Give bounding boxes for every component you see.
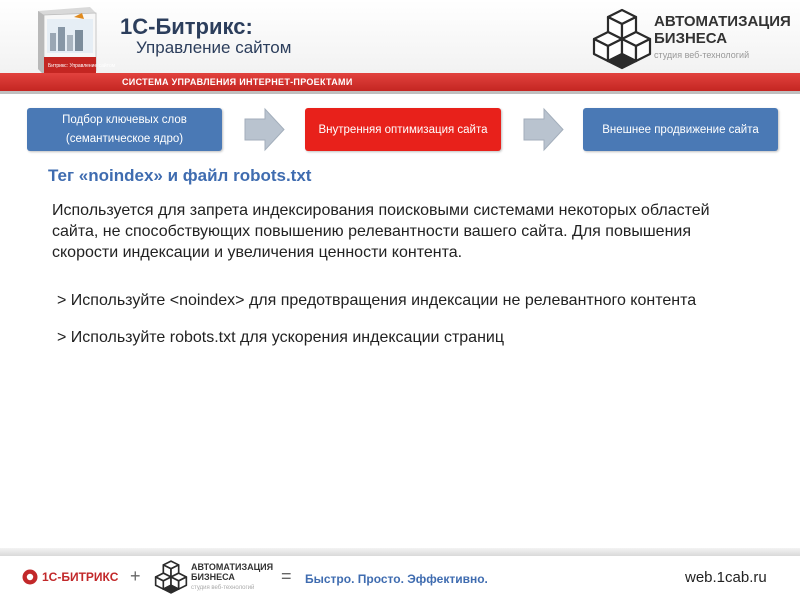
paragraph-line: скорости индексации и увеличения ценности контента. (52, 244, 463, 261)
plus-sign: + (130, 566, 141, 586)
bullet-noindex: > Используйте <noindex> для предотвращения индексации не релевантного контента (57, 292, 697, 309)
paragraph-line: Используется для запрета индексирования поисковыми системами некоторых областей (52, 202, 710, 219)
brand-subtitle: Управление сайтом (136, 38, 292, 57)
product-box-icon (30, 5, 116, 77)
agency-tagline: студия веб-технологий (654, 50, 750, 60)
arrow-right-icon (243, 108, 285, 151)
step-1-line-1: Подбор ключевых слов (62, 113, 187, 126)
footer-agency-name: АВТОМАТИЗАЦИЯ БИЗНЕСА (191, 562, 274, 582)
footer-divider (0, 548, 800, 556)
slide-heading: Тег «noindex» и файл robots.txt (48, 166, 312, 185)
site-url: web.1cab.ru (685, 569, 767, 586)
step-internal-optimization (305, 108, 501, 151)
bitrix-logo-icon (22, 569, 38, 585)
step-external-promotion (583, 108, 778, 151)
bitrix-wordmark: 1С-БИТРИКС (42, 570, 119, 584)
bullet-robots: > Используйте robots.txt для ускорения индексации страниц (57, 329, 504, 346)
step-keyword-selection (27, 108, 222, 151)
box-label: Битрикс: Управление сайтом (48, 63, 116, 69)
step-1-line-2: (семантическое ядро) (65, 132, 184, 145)
cubes-logo-icon (154, 560, 188, 594)
description-paragraph (52, 200, 752, 263)
step-2-label: Внутренняя оптимизация сайта (318, 123, 488, 136)
footer-slogan: Быстро. Просто. Эффективно. (305, 572, 488, 586)
header-bar-text: СИСТЕМА УПРАВЛЕНИЯ ИНТЕРНЕТ-ПРОЕКТАМИ (122, 77, 353, 87)
agency-name: АВТОМАТИЗАЦИЯ БИЗНЕСА (654, 13, 791, 47)
equals-sign: = (281, 566, 292, 586)
footer-agency-tagline: студия веб-технологий (191, 585, 255, 591)
arrow-right-icon (522, 108, 564, 151)
header-red-bar (0, 73, 800, 91)
header-divider (0, 91, 800, 94)
paragraph-line: сайта, не способствующих повышению релевантности вашего сайта. Для повышения (52, 223, 692, 240)
brand-title: 1С-Битрикс: (120, 14, 253, 39)
cubes-logo-icon (592, 8, 652, 70)
step-3-label: Внешнее продвижение сайта (602, 123, 759, 136)
header (0, 0, 800, 73)
